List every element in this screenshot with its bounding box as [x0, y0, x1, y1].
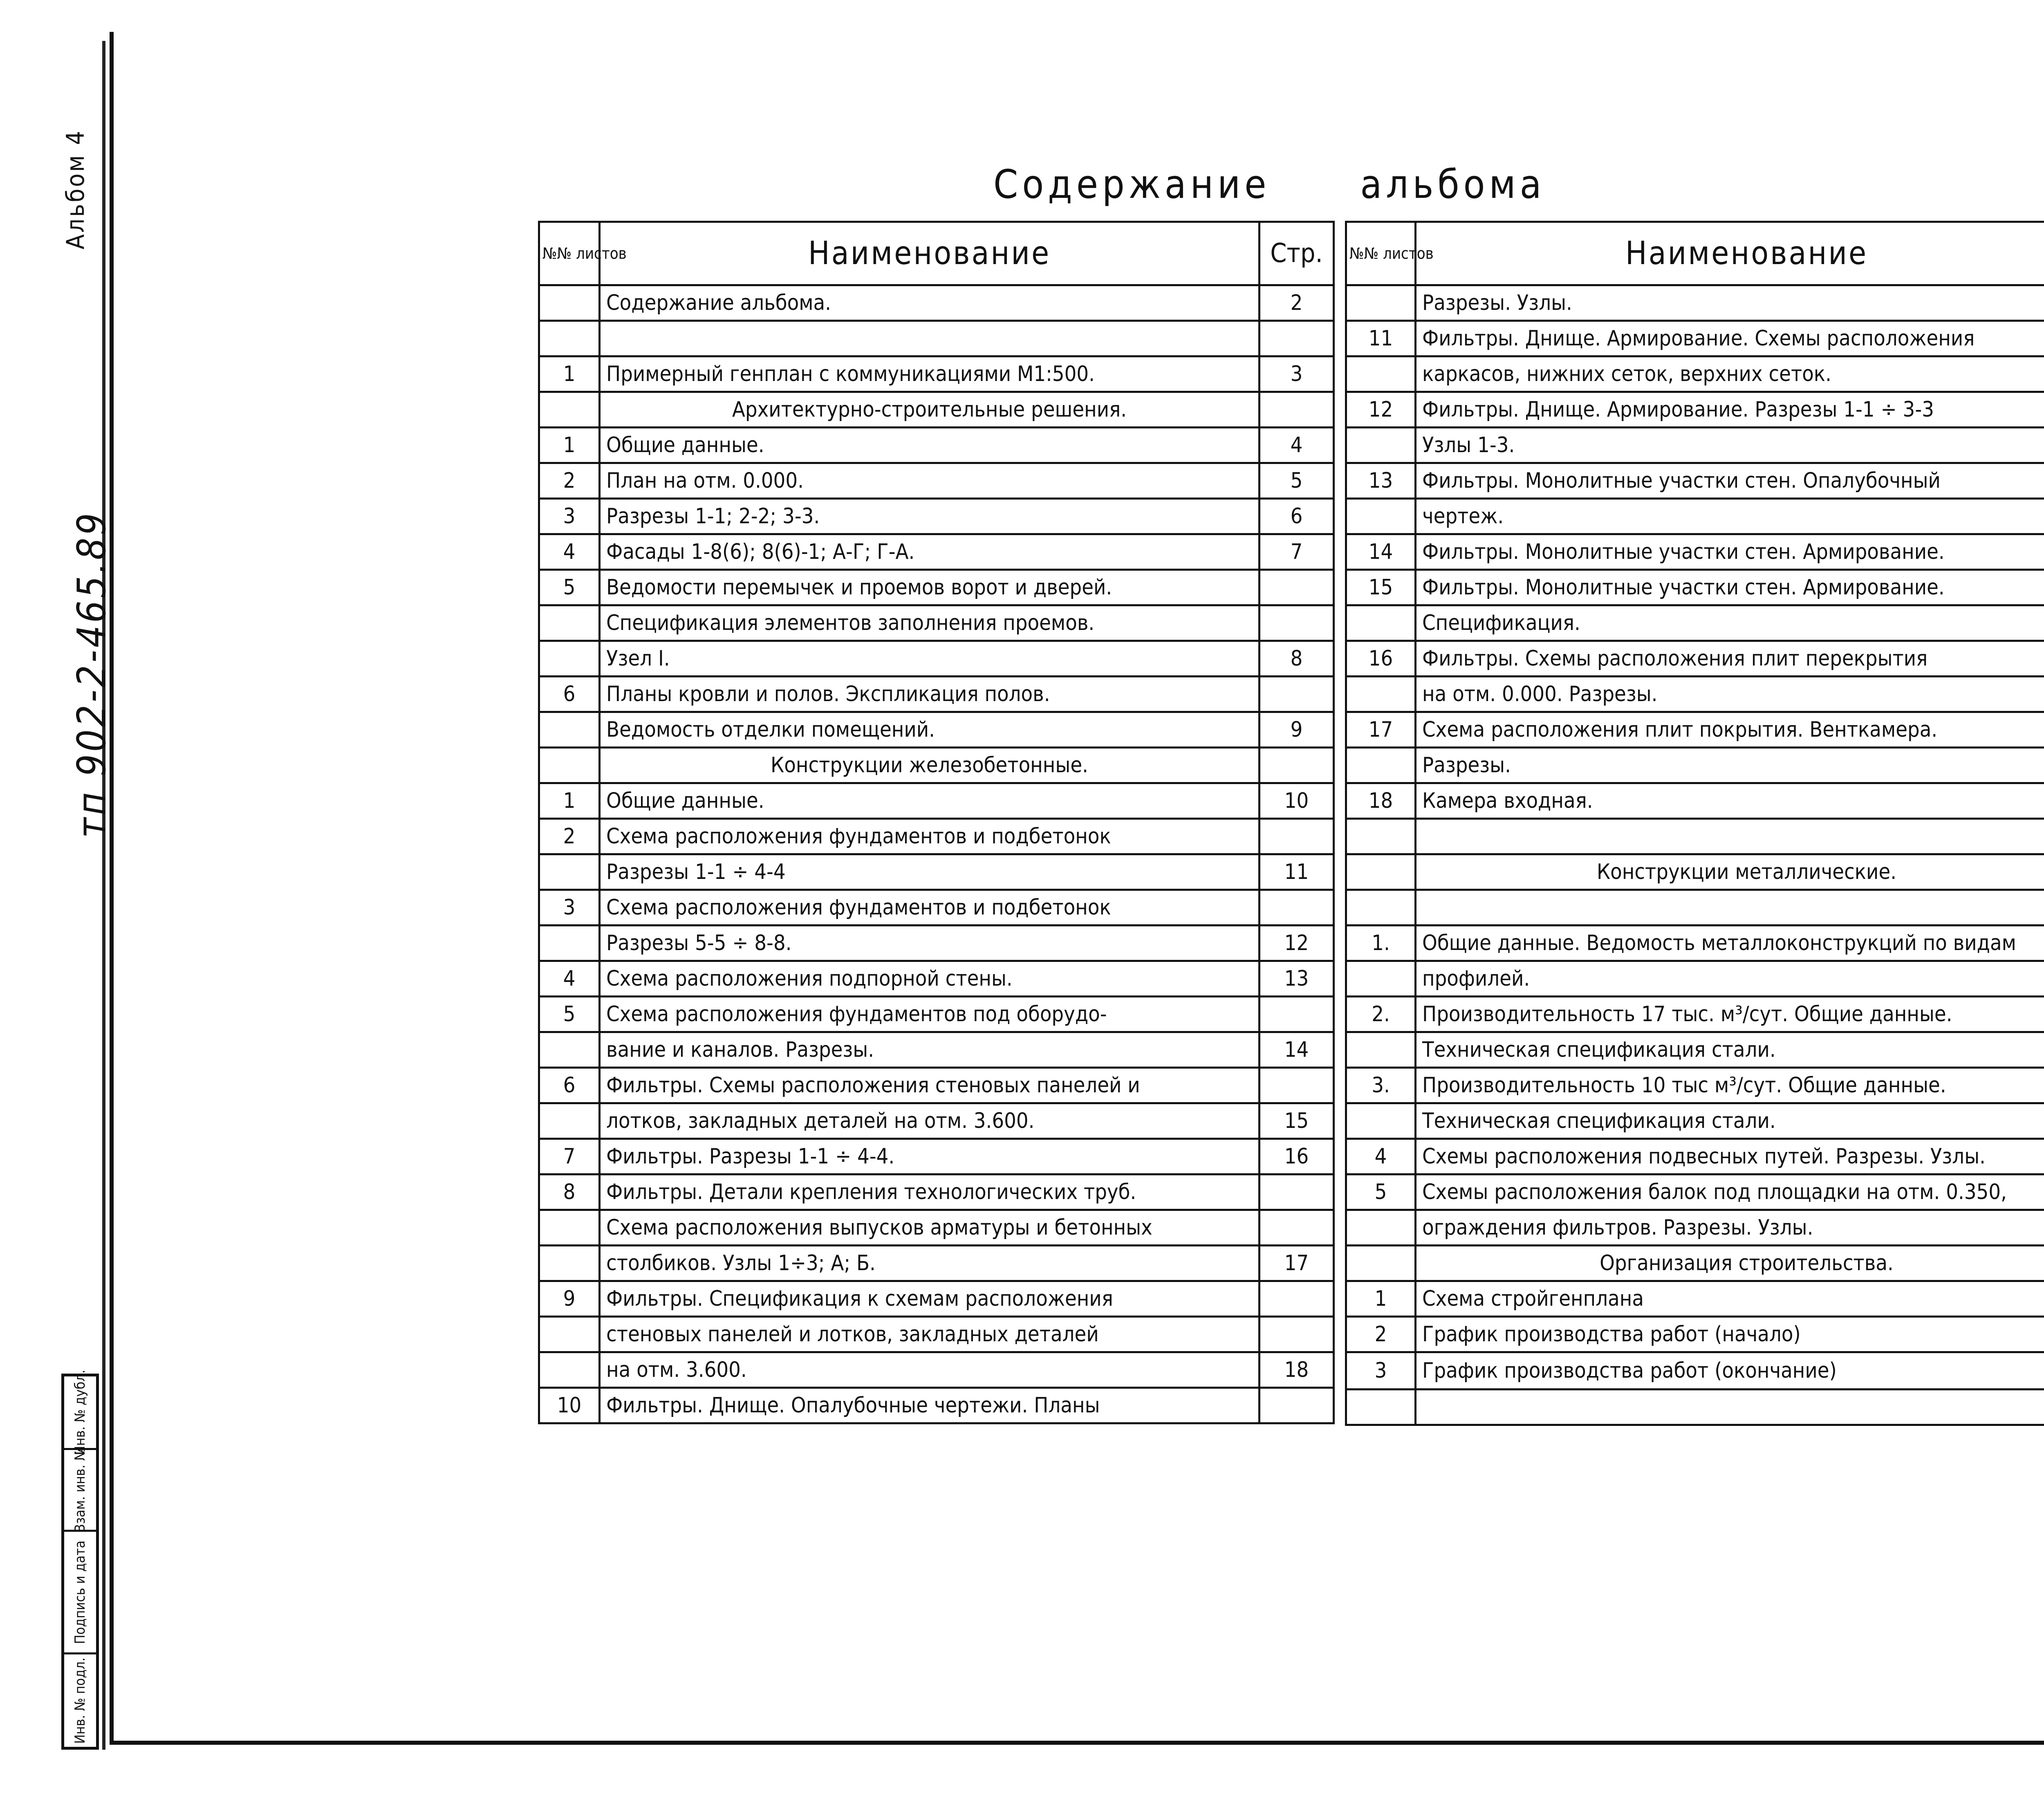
row-num: 9	[539, 1281, 600, 1317]
row-name: Примерный генплан с коммуникациями М1:500.	[600, 356, 1260, 392]
table-row	[539, 1352, 1334, 1388]
row-name: Узел I.	[600, 641, 1260, 677]
table-row	[539, 1317, 1334, 1352]
row-num	[539, 748, 600, 783]
table-row	[539, 428, 1334, 463]
row-name: Конструкции железобетонные.	[600, 748, 1260, 783]
row-name: Техническая спецификация стали.	[1416, 1103, 2044, 1139]
table-row	[1346, 890, 2044, 926]
row-num	[1346, 428, 1416, 463]
row-name: Схема стройгенплана	[1416, 1281, 2044, 1317]
row-num: 7	[539, 1139, 600, 1174]
row-num	[539, 321, 600, 356]
row-num	[1346, 1246, 1416, 1281]
table-row	[1346, 570, 2044, 605]
table-row	[1346, 712, 2044, 748]
contents-table-right	[1345, 221, 2044, 1426]
row-num: 2	[539, 463, 600, 499]
row-page	[1260, 1317, 1334, 1352]
table-row	[539, 819, 1334, 854]
row-num: 1	[539, 428, 600, 463]
title-word-2: альбома	[1360, 161, 1546, 207]
row-num: 1	[539, 783, 600, 819]
table-row	[539, 1281, 1334, 1317]
row-name: лотков, закладных деталей на отм. 3.600.	[600, 1103, 1260, 1139]
table-row	[539, 854, 1334, 890]
row-page: 18	[1260, 1352, 1334, 1388]
row-name: Организация строительства.	[1416, 1246, 2044, 1281]
row-name: ограждения фильтров. Разрезы. Узлы.	[1416, 1210, 2044, 1246]
row-name: Разрезы 5-5 ÷ 8-8.	[600, 926, 1260, 961]
row-name: Общие данные.	[600, 428, 1260, 463]
row-page: 16	[1260, 1139, 1334, 1174]
table-row	[1346, 641, 2044, 677]
table-row	[1346, 605, 2044, 641]
row-name: Фильтры. Спецификация к схемам расположения	[600, 1281, 1260, 1317]
table-row	[539, 997, 1334, 1032]
row-num: 5	[1346, 1174, 1416, 1210]
table-row	[1346, 926, 2044, 961]
row-num	[539, 926, 600, 961]
frame-margin-line	[102, 41, 105, 1750]
header-name: Наименование	[1416, 222, 2044, 285]
row-page: 13	[1260, 961, 1334, 997]
row-name: Разрезы. Узлы.	[1416, 285, 2044, 321]
row-num: 1	[539, 356, 600, 392]
row-page	[1260, 997, 1334, 1032]
table-row	[539, 1388, 1334, 1423]
row-num	[539, 392, 600, 428]
table-header-row	[1346, 222, 2044, 285]
row-page	[1260, 1210, 1334, 1246]
row-page	[1260, 570, 1334, 605]
table-row	[1346, 854, 2044, 890]
table-row	[1346, 997, 2044, 1032]
table-row	[1346, 1352, 2044, 1390]
row-num: 15	[1346, 570, 1416, 605]
header-num: №№ листов	[539, 222, 600, 285]
row-page	[1260, 890, 1334, 926]
table-row	[1346, 428, 2044, 463]
row-num	[1346, 1103, 1416, 1139]
row-num	[1346, 285, 1416, 321]
table-row	[1346, 748, 2044, 783]
row-page	[1260, 605, 1334, 641]
row-name	[600, 321, 1260, 356]
row-name: Архитектурно-строительные решения.	[600, 392, 1260, 428]
row-page	[1260, 1281, 1334, 1317]
table-row	[539, 1246, 1334, 1281]
row-num	[1346, 605, 1416, 641]
row-num: 4	[539, 961, 600, 997]
row-name: на отм. 0.000. Разрезы.	[1416, 677, 2044, 712]
table-row	[539, 1068, 1334, 1103]
table-row	[539, 356, 1334, 392]
row-name: Схемы расположения подвесных путей. Разрезы. Узлы.	[1416, 1139, 2044, 1174]
row-num: 3	[539, 890, 600, 926]
row-name: Фильтры. Детали крепления технологических труб.	[600, 1174, 1260, 1210]
row-page: 7	[1260, 534, 1334, 570]
row-page: 12	[1260, 926, 1334, 961]
table-row	[1346, 1174, 2044, 1210]
row-name: Схема расположения фундаментов под оборудо-	[600, 997, 1260, 1032]
row-name: Спецификация элементов заполнения проемов.	[600, 605, 1260, 641]
row-page: 3	[1260, 356, 1334, 392]
row-num: 3	[1346, 1352, 1416, 1390]
table-row	[1346, 463, 2044, 499]
row-name: Схема расположения фундаментов и подбетонок	[600, 819, 1260, 854]
table-row	[1346, 1317, 2044, 1352]
row-num: 4	[1346, 1139, 1416, 1174]
row-num	[1346, 854, 1416, 890]
row-num: 6	[539, 677, 600, 712]
row-name: План на отм. 0.000.	[600, 463, 1260, 499]
table-row	[539, 961, 1334, 997]
row-name: вание и каналов. Разрезы.	[600, 1032, 1260, 1068]
row-num: 16	[1346, 641, 1416, 677]
row-num	[539, 854, 600, 890]
header-page: Стр.	[1260, 222, 1334, 285]
row-name: Фильтры. Разрезы 1-1 ÷ 4-4.	[600, 1139, 1260, 1174]
row-name: Фильтры. Днище. Опалубочные чертежи. Планы	[600, 1388, 1260, 1423]
table-row	[1346, 285, 2044, 321]
table-row	[539, 677, 1334, 712]
table-row	[1346, 392, 2044, 428]
row-page: 9	[1260, 712, 1334, 748]
row-name: Схема расположения фундаментов и подбетонок	[600, 890, 1260, 926]
side-stamp	[61, 1369, 99, 1750]
row-name: Фильтры. Монолитные участки стен. Армирование.	[1416, 570, 2044, 605]
row-num: 18	[1346, 783, 1416, 819]
row-name: Спецификация.	[1416, 605, 2044, 641]
row-num	[539, 1317, 600, 1352]
row-num: 3.	[1346, 1068, 1416, 1103]
row-name: Разрезы 1-1; 2-2; 3-3.	[600, 499, 1260, 534]
row-name: Конструкции металлические.	[1416, 854, 2044, 890]
row-num	[539, 1103, 600, 1139]
row-name	[1416, 819, 2044, 854]
row-name: Фильтры. Схемы расположения плит перекрытия	[1416, 641, 2044, 677]
row-num	[1346, 748, 1416, 783]
row-name: Ведомость отделки помещений.	[600, 712, 1260, 748]
table-row	[539, 1103, 1334, 1139]
row-num: 2.	[1346, 997, 1416, 1032]
row-name: Общие данные.	[600, 783, 1260, 819]
row-num	[1346, 961, 1416, 997]
row-num: 11	[1346, 321, 1416, 356]
table-row	[1346, 534, 2044, 570]
row-name: Производительность 10 тыс м³/сут. Общие данные.	[1416, 1068, 2044, 1103]
stamp-cell: Инв. № подл.	[72, 1657, 88, 1744]
row-name: Содержание альбома.	[600, 285, 1260, 321]
title-word-1: Содержание	[993, 161, 1271, 207]
table-row	[539, 570, 1334, 605]
row-num: 13	[1346, 463, 1416, 499]
row-page	[1260, 321, 1334, 356]
row-name: Схема расположения плит покрытия. Венткамера.	[1416, 712, 2044, 748]
row-num	[539, 1032, 600, 1068]
table-row	[1346, 1103, 2044, 1139]
row-name: Разрезы.	[1416, 748, 2044, 783]
row-name: Камера входная.	[1416, 783, 2044, 819]
album-label: Альбом 4	[61, 129, 90, 249]
row-num: 6	[539, 1068, 600, 1103]
row-num: 4	[539, 534, 600, 570]
stamp-cell: Взам. инв. №	[64, 1450, 96, 1532]
row-name: Фильтры. Днище. Армирование. Разрезы 1-1 ÷ 3-3	[1416, 392, 2044, 428]
row-name: Техническая спецификация стали.	[1416, 1032, 2044, 1068]
row-name: Фильтры. Монолитные участки стен. Армирование.	[1416, 534, 2044, 570]
row-name: Узлы 1-3.	[1416, 428, 2044, 463]
row-page	[1260, 1174, 1334, 1210]
row-name: Фасады 1-8(6); 8(6)-1; А-Г; Г-А.	[600, 534, 1260, 570]
table-row	[539, 463, 1334, 499]
row-page	[1260, 392, 1334, 428]
row-page	[1260, 1388, 1334, 1423]
row-name: Планы кровли и полов. Экспликация полов.	[600, 677, 1260, 712]
table-row	[1346, 499, 2044, 534]
table-row	[539, 926, 1334, 961]
row-num	[1346, 1210, 1416, 1246]
table-row	[539, 1139, 1334, 1174]
stamp-cell: Подпись и дата	[64, 1532, 96, 1654]
table-row	[1346, 961, 2044, 997]
row-page	[1260, 819, 1334, 854]
table-row	[539, 783, 1334, 819]
row-name: столбиков. Узлы 1÷3; А; Б.	[600, 1246, 1260, 1281]
table-row	[1346, 1139, 2044, 1174]
row-num: 5	[539, 997, 600, 1032]
row-num	[539, 641, 600, 677]
row-name	[1416, 890, 2044, 926]
row-name: чертеж.	[1416, 499, 2044, 534]
row-num: 17	[1346, 712, 1416, 748]
row-name: График производства работ (начало)	[1416, 1317, 2044, 1352]
table-row	[1346, 356, 2044, 392]
row-num	[539, 285, 600, 321]
row-name	[1416, 1390, 2044, 1425]
row-num: 2	[539, 819, 600, 854]
table-row	[1346, 1032, 2044, 1068]
row-num	[539, 1352, 600, 1388]
row-num: 3	[539, 499, 600, 534]
row-page: 11	[1260, 854, 1334, 890]
row-name: Ведомости перемычек и проемов ворот и дверей.	[600, 570, 1260, 605]
row-name: каркасов, нижних сеток, верхних сеток.	[1416, 356, 2044, 392]
row-page: 4	[1260, 428, 1334, 463]
row-num: 2	[1346, 1317, 1416, 1352]
table-row	[539, 285, 1334, 321]
table-row	[1346, 1281, 2044, 1317]
row-page: 15	[1260, 1103, 1334, 1139]
header-num: №№ листов	[1346, 222, 1416, 285]
row-num	[539, 1246, 600, 1281]
row-num	[1346, 890, 1416, 926]
row-num	[539, 1210, 600, 1246]
row-name: График производства работ (окончание)	[1416, 1352, 2044, 1390]
row-num: 12	[1346, 392, 1416, 428]
table-row	[1346, 783, 2044, 819]
table-row	[1346, 1246, 2044, 1281]
row-num: 1.	[1346, 926, 1416, 961]
row-num	[1346, 819, 1416, 854]
row-num	[539, 712, 600, 748]
row-name: Фильтры. Днище. Армирование. Схемы расположения	[1416, 321, 2044, 356]
table-row	[1346, 1210, 2044, 1246]
table-row	[1346, 1068, 2044, 1103]
row-name: Общие данные. Ведомость металлоконструкций по видам	[1416, 926, 2044, 961]
header-name: Наименование	[600, 222, 1260, 285]
page-title	[993, 161, 1546, 207]
row-page	[1260, 748, 1334, 783]
table-row	[539, 1032, 1334, 1068]
table-row	[539, 641, 1334, 677]
row-name: на отм. 3.600.	[600, 1352, 1260, 1388]
row-num: 5	[539, 570, 600, 605]
row-num	[539, 605, 600, 641]
row-page: 14	[1260, 1032, 1334, 1068]
table-row	[539, 1210, 1334, 1246]
stamp-cell: Инв. № дубл.	[64, 1376, 96, 1450]
row-page: 2	[1260, 285, 1334, 321]
row-name: Схема расположения выпусков арматуры и бетонных	[600, 1210, 1260, 1246]
table-header-row	[539, 222, 1334, 285]
row-name: Фильтры. Схемы расположения стеновых панелей и	[600, 1068, 1260, 1103]
row-name: Разрезы 1-1 ÷ 4-4	[600, 854, 1260, 890]
row-num: 10	[539, 1388, 600, 1423]
row-name: профилей.	[1416, 961, 2044, 997]
row-num	[1346, 356, 1416, 392]
table-row	[539, 1174, 1334, 1210]
table-row	[539, 534, 1334, 570]
table-row	[539, 890, 1334, 926]
table-row	[1346, 819, 2044, 854]
row-page: 6	[1260, 499, 1334, 534]
document-code: тп 902-2-465.89	[69, 511, 114, 838]
table-row	[1346, 677, 2044, 712]
row-num	[1346, 677, 1416, 712]
row-name: Схемы расположения балок под площадки на отм. 0.350,	[1416, 1174, 2044, 1210]
table-row	[539, 712, 1334, 748]
row-name: стеновых панелей и лотков, закладных деталей	[600, 1317, 1260, 1352]
table-row	[539, 499, 1334, 534]
row-num: 8	[539, 1174, 600, 1210]
row-page	[1260, 1068, 1334, 1103]
table-row	[1346, 1390, 2044, 1425]
table-row	[539, 321, 1334, 356]
row-page: 5	[1260, 463, 1334, 499]
table-row	[1346, 321, 2044, 356]
row-num: 1	[1346, 1281, 1416, 1317]
row-num	[1346, 499, 1416, 534]
row-name: Производительность 17 тыс. м³/сут. Общие данные.	[1416, 997, 2044, 1032]
row-num	[1346, 1032, 1416, 1068]
row-page: 8	[1260, 641, 1334, 677]
row-name: Схема расположения подпорной стены.	[600, 961, 1260, 997]
table-row	[539, 392, 1334, 428]
table-row	[539, 605, 1334, 641]
row-page: 10	[1260, 783, 1334, 819]
row-num: 14	[1346, 534, 1416, 570]
row-num	[1346, 1390, 1416, 1425]
row-name: Фильтры. Монолитные участки стен. Опалубочный	[1416, 463, 2044, 499]
table-row	[539, 748, 1334, 783]
row-page: 17	[1260, 1246, 1334, 1281]
row-page	[1260, 677, 1334, 712]
contents-table-left	[538, 221, 1335, 1424]
